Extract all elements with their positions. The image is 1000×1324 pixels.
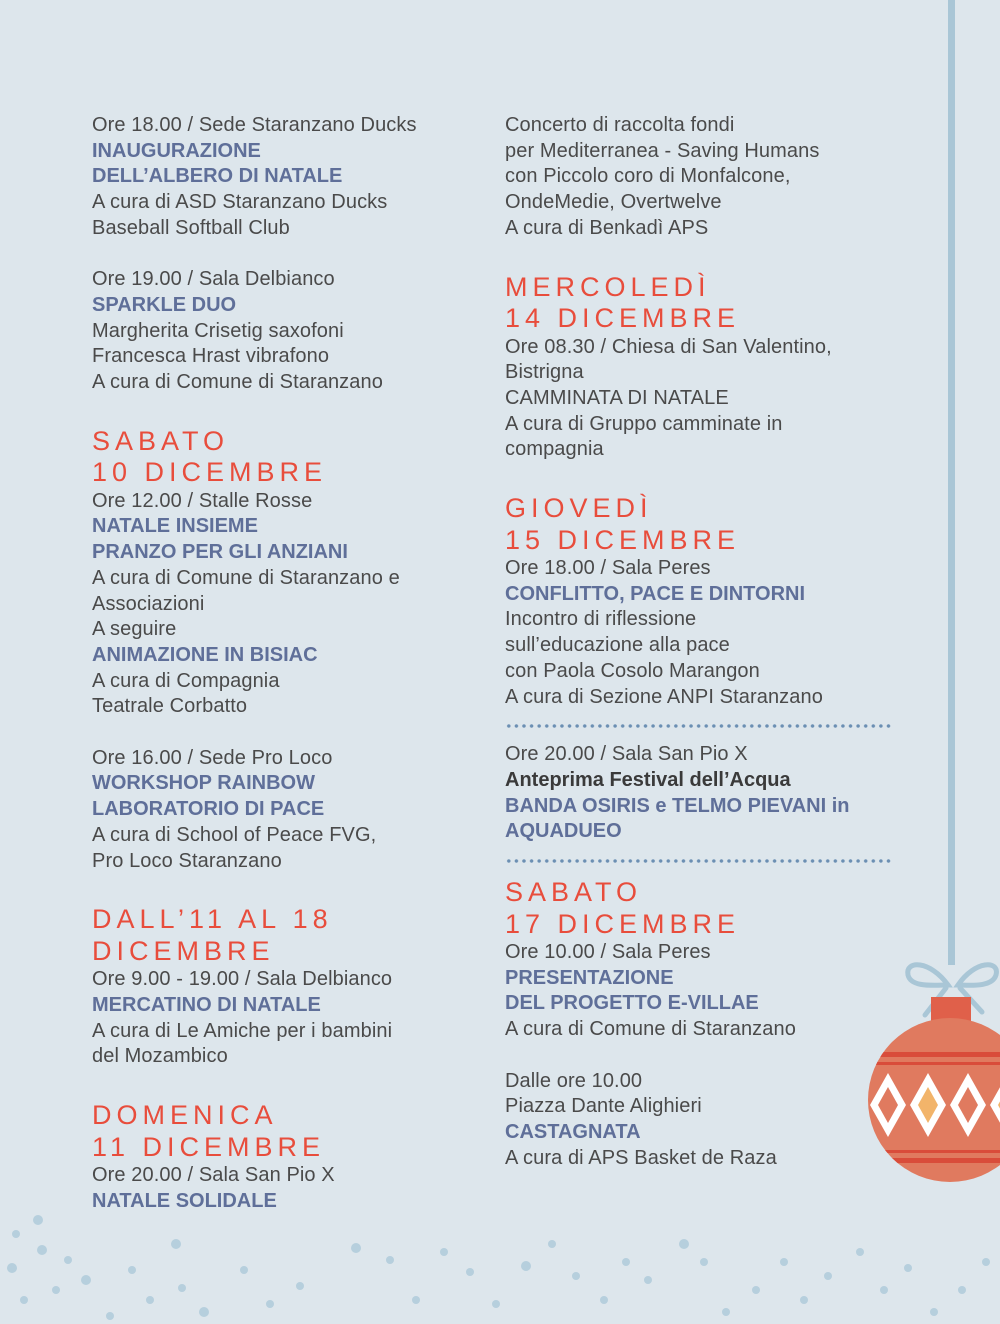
event-line: A cura di Compagnia	[92, 669, 280, 692]
event-line: Incontro di riflessione	[505, 608, 697, 631]
event-line: Bistrigna	[505, 361, 584, 384]
date-heading-line: DICEMBRE	[92, 935, 275, 966]
event-title: WORKSHOP RAINBOW	[92, 772, 315, 795]
event-title: DELL’ALBERO DI NATALE	[92, 165, 343, 188]
event-line: Teatrale Corbatto	[92, 695, 248, 718]
event-title: NATALE INSIEME	[92, 515, 258, 538]
event-line: A cura di Sezione ANPI Staranzano	[505, 685, 823, 708]
event-line: A cura di Comune di Staranzano	[92, 371, 383, 394]
event-subtitle: Anteprima Festival dell’Acqua	[505, 768, 791, 791]
event-line: Ore 20.00 / Sala San Pio X	[505, 743, 748, 766]
event-line: Ore 18.00 / Sede Staranzano Ducks	[92, 114, 417, 136]
event-line: con Paola Cosolo Marangon	[505, 659, 760, 682]
event-title: SPARKLE DUO	[92, 293, 237, 316]
date-heading-line: DALL’11 AL 18	[92, 904, 333, 935]
event-line: Baseball Softball Club	[92, 216, 290, 239]
event-line: Concerto di raccolta fondi	[505, 114, 735, 136]
event-line: A cura di School of Peace FVG,	[92, 823, 377, 846]
event-line: A seguire	[92, 618, 177, 641]
event-line: Ore 20.00 / Sala San Pio X	[92, 1164, 335, 1187]
event-line: A cura di Le Amiche per i bambini	[92, 1019, 393, 1042]
event-line: A cura di Comune di Staranzano e	[92, 566, 400, 589]
date-heading-line: 15 DICEMBRE	[505, 524, 741, 555]
event-title: PRESENTAZIONE	[505, 966, 674, 989]
date-heading-line: 11 DICEMBRE	[92, 1131, 326, 1162]
event-title: MERCATINO DI NATALE	[92, 993, 321, 1016]
event-line: Associazioni	[92, 592, 205, 615]
event-line: A cura di ASD Staranzano Ducks	[92, 191, 388, 214]
event-line: Ore 12.00 / Stalle Rosse	[92, 489, 313, 512]
event-line: per Mediterranea - Saving Humans	[505, 139, 820, 162]
event-title: INAUGURAZIONE	[92, 139, 261, 162]
event-line: A cura di Gruppo camminate in	[505, 412, 783, 435]
christmas-ornament-icon	[860, 965, 1000, 1182]
event-line: sull’educazione alla pace	[505, 634, 730, 657]
event-line: Ore 10.00 / Sala Peres	[505, 941, 711, 964]
date-heading-line: GIOVEDÌ	[505, 493, 653, 524]
event-line: Ore 16.00 / Sede Pro Loco	[92, 746, 333, 769]
event-line: A cura di Comune di Staranzano	[505, 1018, 796, 1041]
event-line: con Piccolo coro di Monfalcone,	[505, 165, 791, 188]
event-line: Francesca Hrast vibrafono	[92, 345, 330, 368]
event-line: Ore 08.30 / Chiesa di San Valentino,	[505, 335, 832, 358]
event-line: compagnia	[505, 438, 604, 461]
event-line: A cura di Benkadì APS	[505, 216, 709, 239]
event-line: Ore 19.00 / Sala Delbianco	[92, 268, 335, 291]
event-line: del Mozambico	[92, 1045, 228, 1068]
event-line: OndeMedie, Overtwelve	[505, 191, 722, 214]
event-title: LABORATORIO DI PACE	[92, 798, 325, 821]
event-line: A cura di APS Basket de Raza	[505, 1146, 777, 1169]
event-title: DEL PROGETTO E-VILLAE	[505, 992, 759, 1015]
event-line: Piazza Dante Alighieri	[505, 1095, 702, 1118]
event-title: CONFLITTO, PACE E DINTORNI	[505, 582, 806, 605]
date-heading-line: DOMENICA	[92, 1100, 278, 1131]
date-heading-line: MERCOLEDÌ	[505, 271, 711, 302]
event-line: Pro Loco Staranzano	[92, 849, 282, 872]
event-line: Ore 9.00 - 19.00 / Sala Delbianco	[92, 968, 393, 991]
date-heading-line: 14 DICEMBRE	[505, 303, 741, 334]
date-heading-line: SABATO	[92, 425, 230, 456]
event-line: CAMMINATA DI NATALE	[505, 386, 729, 409]
date-heading-line: 10 DICEMBRE	[92, 457, 328, 488]
event-title: BANDA OSIRIS e TELMO PIEVANI in	[505, 794, 850, 817]
event-title: AQUADUEO	[505, 820, 622, 843]
event-title: PRANZO PER GLI ANZIANI	[92, 541, 348, 564]
event-title: CASTAGNATA	[505, 1120, 641, 1143]
event-line: Dalle ore 10.00	[505, 1069, 643, 1092]
snow-dots-icon	[7, 1215, 990, 1320]
event-line: Margherita Crisetig saxofoni	[92, 319, 344, 342]
event-title: NATALE SOLIDALE	[92, 1189, 277, 1212]
date-heading-line: 17 DICEMBRE	[505, 908, 741, 939]
event-title: ANIMAZIONE IN BISIAC	[92, 643, 318, 666]
date-heading-line: SABATO	[505, 877, 643, 908]
event-line: Ore 18.00 / Sala Peres	[505, 557, 711, 580]
